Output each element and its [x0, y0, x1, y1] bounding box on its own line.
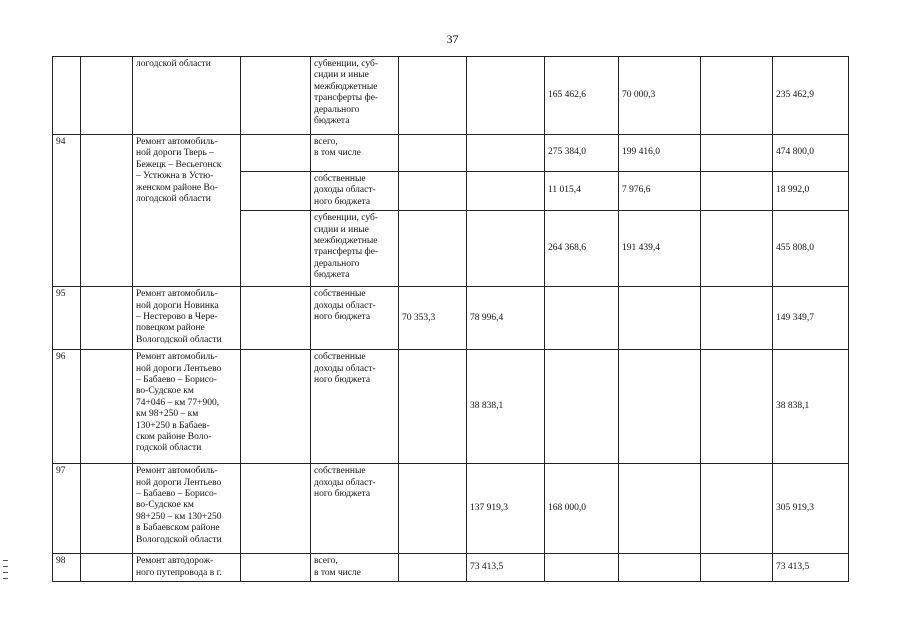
- cell-value: 275 384,0: [545, 135, 619, 172]
- cell-num: 96: [53, 350, 81, 464]
- table-row: [53, 287, 849, 350]
- cell-value: 70 353,3: [399, 287, 467, 350]
- cell-source: собственные доходы област- ного бюджета: [311, 350, 399, 464]
- budget-table: [52, 56, 849, 582]
- cell-value: 73 413,5: [467, 554, 545, 582]
- cell-source: субвенции, суб- сидии и иные межбюджетные трансферты фе- дерального бюджета: [311, 211, 399, 287]
- cell-name: Ремонт автомобиль- ной дороги Новинка – Нестерово в Чере- повецком районе Вологодской области: [133, 287, 241, 350]
- table-row: [53, 135, 849, 172]
- cell-source: субвенции, суб- сидии и иные межбюджетные трансферты фе- дерального бюджета: [311, 57, 399, 135]
- table-row: [53, 350, 849, 464]
- table-row: [53, 57, 849, 135]
- cell-num: 95: [53, 287, 81, 350]
- cell-source: собственные доходы област- ного бюджета: [311, 287, 399, 350]
- cell-total: 305 919,3: [773, 464, 849, 554]
- table-row: [53, 464, 849, 554]
- cell-name: логодской области: [133, 57, 241, 135]
- cell-value: 191 439,4: [619, 211, 701, 287]
- scan-edge-marks: [3, 560, 9, 584]
- cell-source: собственные доходы област- ного бюджета: [311, 172, 399, 211]
- cell-source: всего, в том числе: [311, 135, 399, 172]
- cell-num: 98: [53, 554, 81, 582]
- cell-value: 168 000,0: [545, 464, 619, 554]
- cell-total: 149 349,7: [773, 287, 849, 350]
- cell-name: Ремонт автодорож- ного путепровода в г.: [133, 554, 241, 582]
- cell-source: всего, в том числе: [311, 554, 399, 582]
- cell-name: Ремонт автомобиль- ной дороги Лентьево – Бабаево – Борисо- во-Судское км 74+046 – км 77+900, км 98+250 – км 130+250 в Бабаев- ском районе Воло- годской области: [133, 350, 241, 464]
- cell-total: 73 413,5: [773, 554, 849, 582]
- cell-num: [53, 57, 81, 135]
- cell-total: 18 992,0: [773, 172, 849, 211]
- cell-total: 474 800,0: [773, 135, 849, 172]
- cell-value: 11 015,4: [545, 172, 619, 211]
- cell-total: 38 838,1: [773, 350, 849, 464]
- cell-name: Ремонт автомобиль- ной дороги Лентьево – Бабаево – Борисо- во-Судское км 98+250 – км 130+250 в Бабаевском районе Вологодской области: [133, 464, 241, 554]
- cell-total: 455 808,0: [773, 211, 849, 287]
- cell-value: 264 368,6: [545, 211, 619, 287]
- cell-num: 97: [53, 464, 81, 554]
- table-row: [53, 554, 849, 582]
- cell-value: 165 462,6: [545, 57, 619, 135]
- cell-value: 199 416,0: [619, 135, 701, 172]
- cell-value: 78 996,4: [467, 287, 545, 350]
- page-number: 37: [446, 32, 459, 46]
- cell-name: Ремонт автомобиль- ной дороги Тверь – Бежецк – Весьегонск – Устюжна в Устю- женском районе Во- логодской области: [133, 135, 241, 287]
- cell-total: 235 462,9: [773, 57, 849, 135]
- cell-value: 38 838,1: [467, 350, 545, 464]
- cell-value: 137 919,3: [467, 464, 545, 554]
- cell-source: собственные доходы област- ного бюджета: [311, 464, 399, 554]
- cell-value: 7 976,6: [619, 172, 701, 211]
- cell-num: 94: [53, 135, 81, 287]
- cell-value: 70 000,3: [619, 57, 701, 135]
